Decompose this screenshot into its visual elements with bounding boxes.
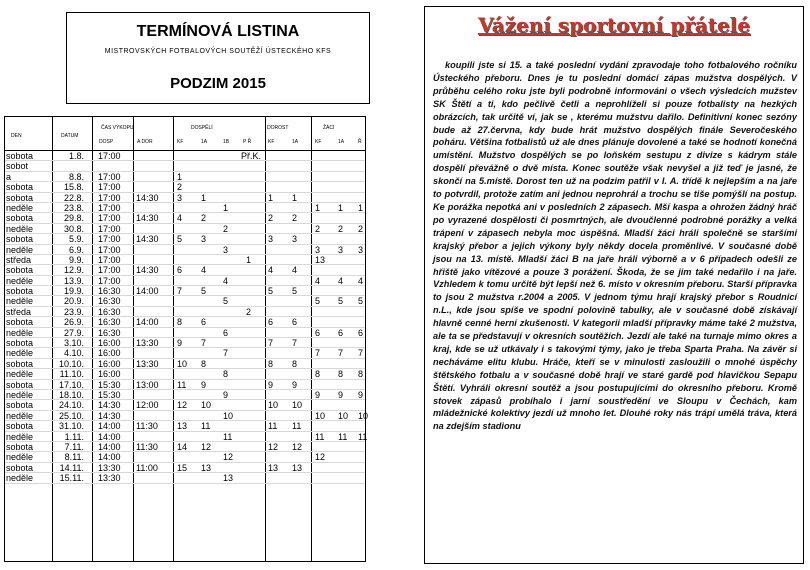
table-row [5, 307, 365, 317]
cell-da: 3 [292, 234, 298, 245]
cell-da: 2 [292, 213, 298, 224]
cell-ma: 9 [201, 379, 207, 390]
cell-d: 5 [268, 286, 274, 297]
cell-za: 8 [338, 369, 344, 380]
cell-m: 9 [177, 338, 183, 349]
cell-t2: 11:00 [136, 462, 158, 473]
header-extra: P Ř [243, 139, 252, 145]
cell-den: neděle [6, 473, 34, 484]
cell-t1: 14:00 [98, 452, 121, 463]
table-row [5, 369, 365, 379]
cell-x2: 1 [246, 254, 252, 265]
cell-ma: 12 [201, 441, 212, 452]
header-datum: DATUM [61, 133, 79, 139]
cell-datum: 23.9. [63, 306, 84, 317]
cell-d: 13 [268, 462, 279, 473]
cell-den: sobota [6, 379, 34, 390]
cell-t1: 17:00 [98, 213, 121, 224]
table-row [5, 193, 365, 203]
cell-da: 8 [292, 358, 298, 369]
header-dorost: DOROST [267, 125, 289, 131]
cell-d: 4 [268, 265, 274, 276]
header-den: DEN [11, 133, 22, 139]
table-row [5, 421, 365, 431]
table-row [5, 265, 365, 275]
table-row [5, 463, 365, 473]
table-row [5, 276, 365, 286]
table-row [5, 182, 365, 192]
table-row [5, 452, 365, 462]
table-row [5, 286, 365, 296]
page-title: TERMÍNOVÁ LISTINA [136, 23, 300, 40]
cell-datum: 27.9. [63, 327, 84, 338]
table-row [5, 328, 365, 338]
cell-d: 1 [268, 192, 274, 203]
cell-d: 9 [268, 379, 274, 390]
cell-t1: 14:00 [98, 431, 121, 442]
cell-t1: 17:00 [98, 171, 121, 182]
cell-t2: 13:00 [136, 379, 159, 390]
cell-datum: 13.9. [63, 275, 84, 286]
cell-ma: 2 [201, 213, 207, 224]
cell-datum: 29.8. [63, 213, 84, 224]
cell-t2: 14:30 [136, 265, 159, 276]
season-label: PODZIM 2015 [170, 75, 266, 92]
cell-t2: 14:30 [136, 192, 159, 203]
cell-t1: 13:30 [98, 473, 121, 484]
header-zaci-col-3: Ř [358, 139, 362, 145]
cell-ma: 10 [201, 400, 212, 411]
cell-t2: 14:00 [136, 317, 159, 328]
cell-x1: 9 [223, 389, 229, 400]
cell-zf: 1 [358, 202, 364, 213]
cell-da: 13 [292, 462, 303, 473]
cell-den: neděle [6, 296, 34, 307]
cell-z: 13 [315, 254, 326, 265]
header-dorost-col-1: KF [268, 139, 275, 145]
cell-zf: 2 [358, 223, 364, 234]
table-row [5, 400, 365, 410]
cell-datum: 31.10. [58, 421, 84, 432]
cell-den: sobota [6, 358, 34, 369]
cell-za: 11 [338, 431, 348, 442]
cell-den: neděle [6, 452, 34, 463]
cell-den: sobota [6, 182, 34, 193]
cell-za: 3 [338, 244, 344, 255]
table-row [5, 213, 365, 223]
cell-z: 3 [315, 244, 321, 255]
table-row [5, 473, 365, 483]
cell-pr: Př.K. [241, 151, 262, 161]
table-row [5, 431, 368, 442]
cell-ma: 1 [201, 192, 207, 203]
cell-m: 11 [177, 379, 187, 390]
table-row [5, 161, 365, 171]
cell-za: 6 [338, 327, 344, 338]
table-row [5, 410, 369, 421]
cell-x1: 2 [223, 223, 229, 234]
cell-den: sobota [6, 441, 34, 452]
cell-z: 5 [315, 296, 321, 307]
header-a-dor: A DOR [137, 139, 153, 145]
cell-datum: 22.8. [63, 192, 84, 203]
cell-za: 5 [338, 296, 344, 307]
cell-datum: 14.11. [59, 462, 84, 473]
cell-den: sobota [6, 213, 34, 224]
cell-m: 3 [177, 192, 183, 203]
header-dospeli-col-3: 1B [223, 139, 230, 145]
article-heading: Vážení sportovní přátelé [477, 13, 750, 37]
cell-t1: 17:00 [98, 275, 121, 286]
cell-t1: 16:00 [98, 358, 121, 369]
cell-za: 4 [338, 275, 344, 286]
cell-t1: 17:00 [98, 202, 121, 213]
cell-x1: 10 [223, 410, 234, 421]
cell-d: 10 [268, 400, 279, 411]
cell-den: sobota [6, 462, 34, 473]
cell-den: neděle [6, 431, 34, 442]
cell-m: 10 [177, 358, 188, 369]
header-zaci: ŽÁCI [323, 125, 335, 131]
cell-da: 10 [292, 400, 303, 411]
cell-zf: 6 [358, 327, 364, 338]
cell-den: středa [6, 306, 32, 317]
cell-ma: 11 [201, 421, 211, 432]
header-dospeli: DOSPĚLÍ [191, 125, 213, 131]
table-row [5, 317, 365, 327]
cell-datum: 1.11. [64, 431, 84, 442]
cell-za: 1 [338, 202, 344, 213]
cell-za: 2 [338, 223, 344, 234]
cell-t1: 16:00 [98, 369, 121, 380]
cell-x1: 3 [223, 244, 229, 255]
cell-t2: 11:30 [136, 441, 158, 452]
cell-da: 11 [292, 421, 302, 432]
cell-x1: 13 [223, 473, 234, 484]
cell-t1: 13:30 [98, 462, 121, 473]
cell-den: neděle [6, 348, 34, 359]
cell-m: 7 [177, 286, 183, 297]
cell-t1: 17:00 [98, 151, 121, 161]
cell-t2: 14:30 [136, 213, 159, 224]
cell-d: 8 [268, 358, 274, 369]
cell-datum: 8.8. [68, 171, 84, 182]
cell-den: sobota [6, 286, 34, 297]
cell-t1: 16:30 [98, 317, 121, 328]
cell-den: sobota [6, 151, 34, 161]
cell-t1: 16:30 [98, 327, 121, 338]
cell-m: 4 [177, 213, 183, 224]
cell-z: 4 [315, 275, 321, 286]
cell-z: 11 [315, 431, 325, 442]
cell-datum: 18.10. [58, 389, 84, 400]
table-row [5, 348, 365, 358]
cell-ma: 3 [201, 234, 207, 245]
table-row [5, 338, 365, 348]
cell-den: sobota [6, 421, 34, 432]
cell-da: 6 [292, 317, 298, 328]
cell-t2: 13:30 [136, 338, 159, 349]
title-box [66, 12, 370, 104]
cell-x1: 1 [223, 202, 229, 213]
cell-z: 2 [315, 223, 321, 234]
cell-ma: 6 [201, 317, 207, 328]
cell-den: středa [6, 254, 32, 265]
cell-datum: 11.10. [59, 369, 84, 380]
cell-datum: 24.10. [58, 400, 84, 411]
cell-x1: 12 [223, 452, 234, 463]
cell-den: sobot [6, 161, 29, 172]
cell-zf: 11 [358, 431, 368, 442]
cell-t2: 14:00 [136, 286, 159, 297]
table-row [5, 203, 365, 213]
cell-da: 9 [292, 379, 298, 390]
header-cas-vykopu: ČAS VÝKOPU [101, 125, 134, 131]
cell-m: 1 [177, 171, 183, 182]
table-row [5, 296, 365, 306]
page-subtitle: MISTROVSKÝCH FOTBALOVÝCH SOUTĚŽÍ ÚSTECKÉHO KFS [104, 48, 332, 55]
cell-da: 1 [292, 192, 298, 203]
cell-datum: 17.10. [58, 379, 84, 390]
cell-datum: 10.10. [58, 358, 84, 369]
cell-z: 1 [315, 202, 321, 213]
cell-t1: 16:30 [98, 306, 121, 317]
cell-den: neděle [6, 275, 34, 286]
cell-den: sobota [6, 234, 34, 245]
table-row [5, 442, 365, 452]
cell-t1: 16:30 [98, 296, 121, 307]
cell-datum: 20.9. [63, 296, 84, 307]
schedule-table [4, 116, 369, 562]
cell-zf: 3 [358, 244, 364, 255]
cell-den: neděle [6, 202, 34, 213]
table-row [5, 224, 365, 234]
header-dospeli-col-2: 1A [201, 139, 208, 145]
cell-m: 12 [177, 400, 188, 411]
header-dospeli-col-1: KF [177, 139, 184, 145]
cell-t1: 17:00 [98, 265, 121, 276]
cell-x1: 5 [223, 296, 229, 307]
table-row [5, 245, 365, 255]
cell-den: neděle [6, 327, 34, 338]
cell-m: 5 [177, 234, 183, 245]
cell-zf: 8 [358, 369, 364, 380]
header-dorost-col-2: 1A [292, 139, 299, 145]
cell-t1: 16:30 [98, 286, 121, 297]
cell-t1: 17:00 [98, 244, 121, 255]
cell-datum: 5.9. [68, 234, 84, 245]
cell-den: sobota [6, 338, 34, 349]
cell-t1: 17:00 [98, 254, 121, 265]
header-dosp: DOSP [99, 139, 114, 145]
cell-x1: 11 [223, 431, 233, 442]
cell-zf: 9 [358, 389, 364, 400]
cell-den: neděle [6, 410, 34, 421]
cell-den: sobota [6, 265, 34, 276]
table-row [5, 234, 365, 244]
cell-d: 3 [268, 234, 274, 245]
cell-ma: 5 [201, 286, 207, 297]
cell-t1: 17:00 [98, 223, 121, 234]
cell-d: 2 [268, 213, 274, 224]
schedule-panel [4, 12, 369, 566]
cell-t2: 14:30 [136, 234, 159, 245]
cell-datum: 30.8. [63, 223, 84, 234]
cell-datum: 4.10. [63, 348, 84, 359]
cell-d: 12 [268, 441, 279, 452]
table-row [5, 172, 365, 182]
cell-datum: 9.9. [68, 254, 84, 265]
cell-z: 10 [315, 410, 326, 421]
cell-z: 6 [315, 327, 321, 338]
cell-den: sobota [6, 317, 34, 328]
cell-x1: 8 [223, 369, 229, 380]
cell-da: 7 [292, 338, 298, 349]
cell-t1: 17:00 [98, 182, 121, 193]
cell-z: 8 [315, 369, 321, 380]
cell-t1: 16:00 [98, 348, 121, 359]
header-zaci-col-2: 1A [338, 139, 345, 145]
cell-datum: 12.9. [63, 265, 84, 276]
cell-datum: 6.9. [68, 244, 84, 255]
cell-den: neděle [6, 369, 34, 380]
cell-za: 7 [338, 348, 344, 359]
cell-ma: 4 [201, 265, 207, 276]
cell-t1: 14:00 [98, 421, 121, 432]
cell-t1: 17:00 [98, 234, 121, 245]
cell-zf: 7 [358, 348, 364, 359]
table-body [5, 151, 369, 484]
cell-t1: 17:00 [98, 192, 121, 203]
cell-t1: 14:00 [98, 441, 121, 452]
cell-datum: 1.8. [68, 151, 84, 161]
cell-m: 6 [177, 265, 183, 276]
cell-datum: 8.11. [64, 452, 84, 463]
cell-t1: 14:30 [98, 400, 121, 411]
cell-za: 9 [338, 389, 344, 400]
article-body: koupili jste si 15. a také poslední vydání zpravodaje toho fotbalového ročníku Ústeckého přeboru. Dnes je tu poslední domácí zápas mužstva dospělých. V průběhu celého roku jste byli podrobně informováni o všech výsledcích mužstev SK Štětí a ti, kdo pečlivě četli a neprohlíželi si pouze fotbalisty na hezkých obrázcích, tak určitě ví, jak se , kterému mužstvu dařilo. Definitivní konec sezóny bude až 27.června, kdy bude hrát mužstvo dospělých finále Severočeského poháru. Většina fotbalistů už ale dnes plánuje dovolené a také se hodnotí konečná umístění. Mužstvo dospělých se po loňském sestupu z divize s kádrym stále dospělí převážně o dvě místa. Konec soutěže však nevyšel a již teď je jasné, že skončí na 5.místě. Dorost ten už na podzim patřil v I. A. třídě k nejlepším a na jaře to potvrdil, protože zatím ani jednou neprohrál a trochu se tiše pomýšlí na postup. Ke porážka nepotká ani v posledních 2 zápasech. Mší kaspa a ohrožen žádný hráč po vyrazené dospělosti či posmrtných, ale dvoučlenné podrobné porážky a velká trápení v zápasech nebyla moc úspěšná. Mladší žáci hráli společně se staršími krajský přebor a jejich výkony byly někdy docela proměnlivé. V současné době jsou na 13. místě. Mladší žáci B na jaře hráli výborně a v 6 případech odešli ze hřiště jako vítězové a pouze 3 porážení. Škoda, že se jim také nedařilo i na jaře. Vzhledem k tomu určitě být lepší než 6. místo v okresním přeboru. Starší přípravka to jsou 2 mužstva r.2004 a 2005. V jednom týmu hrají krajský přebor s Roudnicí n.L., kde jsou spíše ve spodní polovině tabulky, ale v současné době získávají hlavně cenné herní zkušenosti. V kategorii mladší přípravky máme také 2 mužstva, ale ta se představují v okresních soutěžích. Jezdí ale také na turnaje mimo okres a kraj, kde se už utkávaly i s takovými týmy, jako je třeba Sparta Praha. Na závěr si necháváme elitu klubu. Hráče, kteří se v minulosti zasloužili o mnohé úspěchy štětského fotbalu a v současné době hrají ve staré gardě pod hlavičkou Sepapu Štětí. Vyhráli okresní soutěž a jsou postupujícími do okresního přeboru. Kromě stovek zápasů probíhalo i jarní soustředění ve Sloupu v Čechách, kam mládežnické kolektivy jezdí už mnoho let. Dlouhé roky nás trápí umělá tráva, která na zdejším stadionu [433, 60, 797, 432]
table-row [5, 151, 365, 161]
cell-m: 8 [177, 317, 183, 328]
cell-x1: 7 [223, 348, 229, 359]
cell-ma: 13 [201, 462, 212, 473]
cell-datum: 25.10. [58, 410, 84, 421]
cell-datum: 19.9. [63, 286, 84, 297]
cell-d: 11 [268, 421, 278, 432]
cell-datum: 26.9. [63, 317, 84, 328]
cell-x2: 2 [246, 306, 252, 317]
cell-z: 9 [315, 389, 321, 400]
cell-x1: 6 [223, 327, 229, 338]
cell-m: 2 [177, 182, 183, 193]
cell-t2: 13:30 [136, 358, 159, 369]
cell-x1: 4 [223, 275, 229, 286]
cell-da: 12 [292, 441, 303, 452]
cell-den: a [6, 171, 12, 182]
cell-den: neděle [6, 223, 34, 234]
table-row [5, 390, 365, 400]
cell-zf: 10 [358, 410, 369, 421]
cell-datum: 15.11. [59, 473, 84, 484]
cell-den: neděle [6, 389, 34, 400]
table-row [5, 380, 365, 390]
cell-zf: 5 [358, 296, 364, 307]
cell-t1: 15:30 [98, 389, 121, 400]
cell-t2: 12:00 [136, 400, 159, 411]
cell-z: 12 [315, 452, 326, 463]
cell-t1: 14:30 [98, 410, 121, 421]
cell-da: 5 [292, 286, 298, 297]
cell-datum: 15.8. [63, 182, 84, 193]
cell-t1: 16:00 [98, 338, 121, 349]
header-zaci-col-1: KF [315, 139, 322, 145]
cell-m: 14 [177, 441, 188, 452]
cell-m: 13 [177, 421, 188, 432]
cell-den: sobota [6, 400, 34, 411]
cell-t1: 15:30 [98, 379, 121, 390]
cell-datum: 3.10. [63, 338, 84, 349]
table-row [5, 255, 365, 265]
cell-ma: 8 [201, 358, 207, 369]
cell-da: 4 [292, 265, 298, 276]
cell-den: sobota [6, 192, 34, 203]
cell-za: 10 [338, 410, 349, 421]
cell-d: 7 [268, 338, 274, 349]
cell-t2: 11:30 [136, 421, 158, 432]
cell-ma: 7 [201, 338, 207, 349]
article-panel [424, 6, 804, 564]
cell-datum: 23.8. [63, 202, 84, 213]
cell-m: 15 [177, 462, 188, 473]
table-row [5, 359, 365, 369]
cell-den: neděle [6, 244, 34, 255]
cell-datum: 7.11. [64, 441, 84, 452]
cell-zf: 4 [358, 275, 364, 286]
cell-z: 7 [315, 348, 321, 359]
cell-d: 6 [268, 317, 274, 328]
